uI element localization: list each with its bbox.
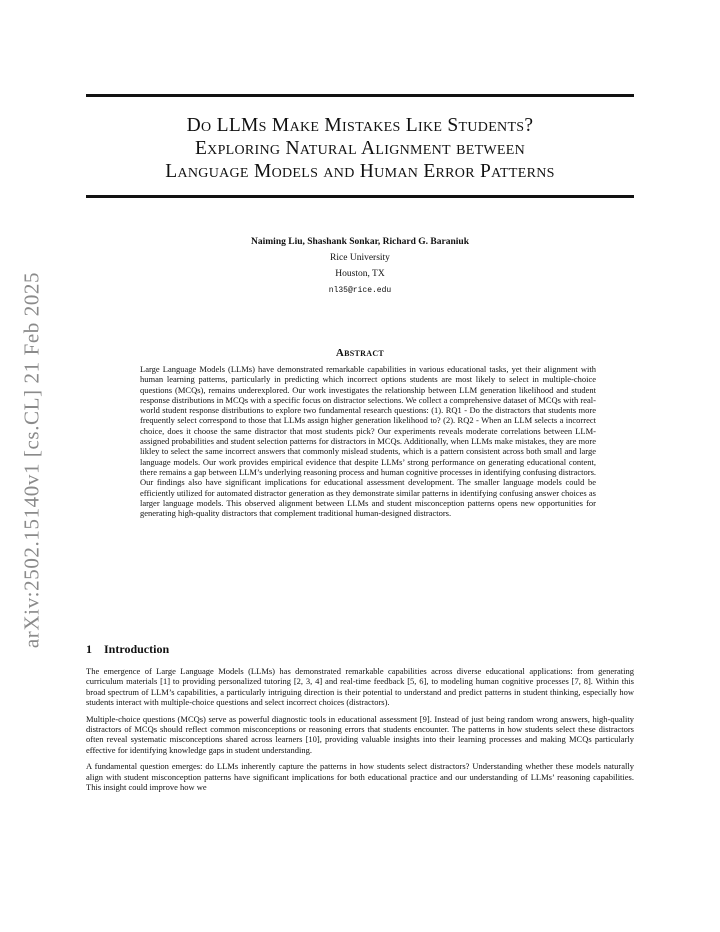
section-title: Introduction — [104, 642, 170, 656]
title-bottom-rule — [86, 195, 634, 198]
introduction-body — [86, 666, 634, 798]
section-heading — [86, 642, 634, 657]
arxiv-identifier: arXiv:2502.15140v1 [cs.CL] 21 Feb 2025 — [19, 271, 44, 649]
author-email: nl35@rice.edu — [328, 286, 392, 295]
section-number: 1 — [86, 642, 92, 656]
intro-paragraph: The emergence of Large Language Models (LLMs) has demonstrated remarkable capabilities across diverse educational applications: from generating curriculum materials [1] to providing personalized tutoring [2, 3, 4] and real-time feedback [5, 6], to modeling human cognitive processes [7, 8]. Within this broad spectrum of LLM’s capabilities, a particularly intriguing direction is their potential to understand and predict patterns in student thinking, especially how students interact with multiple-choice questions and select incorrect choices (distractors). — [86, 666, 634, 708]
title-top-rule — [86, 94, 634, 97]
affiliation-institution: Rice University — [330, 253, 390, 263]
intro-paragraph: A fundamental question emerges: do LLMs inherently capture the patterns in how students select distractors? Understanding whether these models naturally align with student misconception patterns have significant implications for both educational practice and our understanding of LLMs’ reasoning capabilities. This insight could improve how we — [86, 761, 634, 793]
arxiv-identifier-sidebar — [8, 250, 56, 670]
affiliation-location: Houston, TX — [335, 269, 385, 279]
title-line-1: Do LLMs Make Mistakes Like Students? — [186, 115, 534, 136]
author-list: Naiming Liu, Shashank Sonkar, Richard G. Baraniuk — [251, 237, 469, 247]
abstract-heading: Abstract — [335, 347, 385, 359]
paper-title — [86, 114, 634, 183]
intro-paragraph: Multiple-choice questions (MCQs) serve as powerful diagnostic tools in educational assessment [9]. Instead of just being random wrong answers, high-quality distractors of MCQs should reflect common misconceptions or reasoning errors that students encounter. The patterns in how students select these distractors often reveal systematic misconceptions shared across learners [10], providing valuable insights into their learning processes and making MCQs particularly effective for identifying knowledge gaps in student understanding. — [86, 713, 634, 755]
title-line-2: Exploring Natural Alignment between — [194, 138, 526, 159]
title-line-3: Language Models and Human Error Patterns — [165, 161, 555, 182]
abstract-body: Large Language Models (LLMs) have demonstrated remarkable capabilities in various educational tasks, yet their alignment with human learning patterns, particularly in predicting which incorrect options students are most likely to select in multiple-choice questions (MCQs), remains underexplored. Our work investigates the relationship between LLM generation likelihood and student response distributions in MCQs with a specific focus on distractor selections. We collect a comprehensive dataset of MCQs with real-world student response distributions to explore two fundamental research questions: (1). RQ1 - Do the distractors that students more frequently select correspond to those that LLMs assign higher generation likelihood to? (2). RQ2 - When an LLM selects a incorrect choice, does it choose the same distractor that most students pick? Our experiments reveals moderate correlations between LLM-assigned probabilities and student selection patterns for distractors in MCQs. Additionally, when LLMs make mistakes, they are more likley to select the same incorrect answers that commonly mislead students, which is a pattern consistent across both small and large language models. Our work provides empirical evidence that despite LLMs’ strong performance on generating educational content, there remains a gap between LLM’s underlying reasoning process and human cognitive processes in identifying confusing distractors. Our findings also have significant implications for educational assessment development. The smaller language models could be efficiently utilized for automated distractor generation as they demonstrate similar patterns in identifying confusing answer choices as larger language models. This observed alignment between LLMs and student misconception patterns opens new opportunities for generating high-quality distractors that complement traditional human-designed distractors. — [140, 364, 596, 519]
